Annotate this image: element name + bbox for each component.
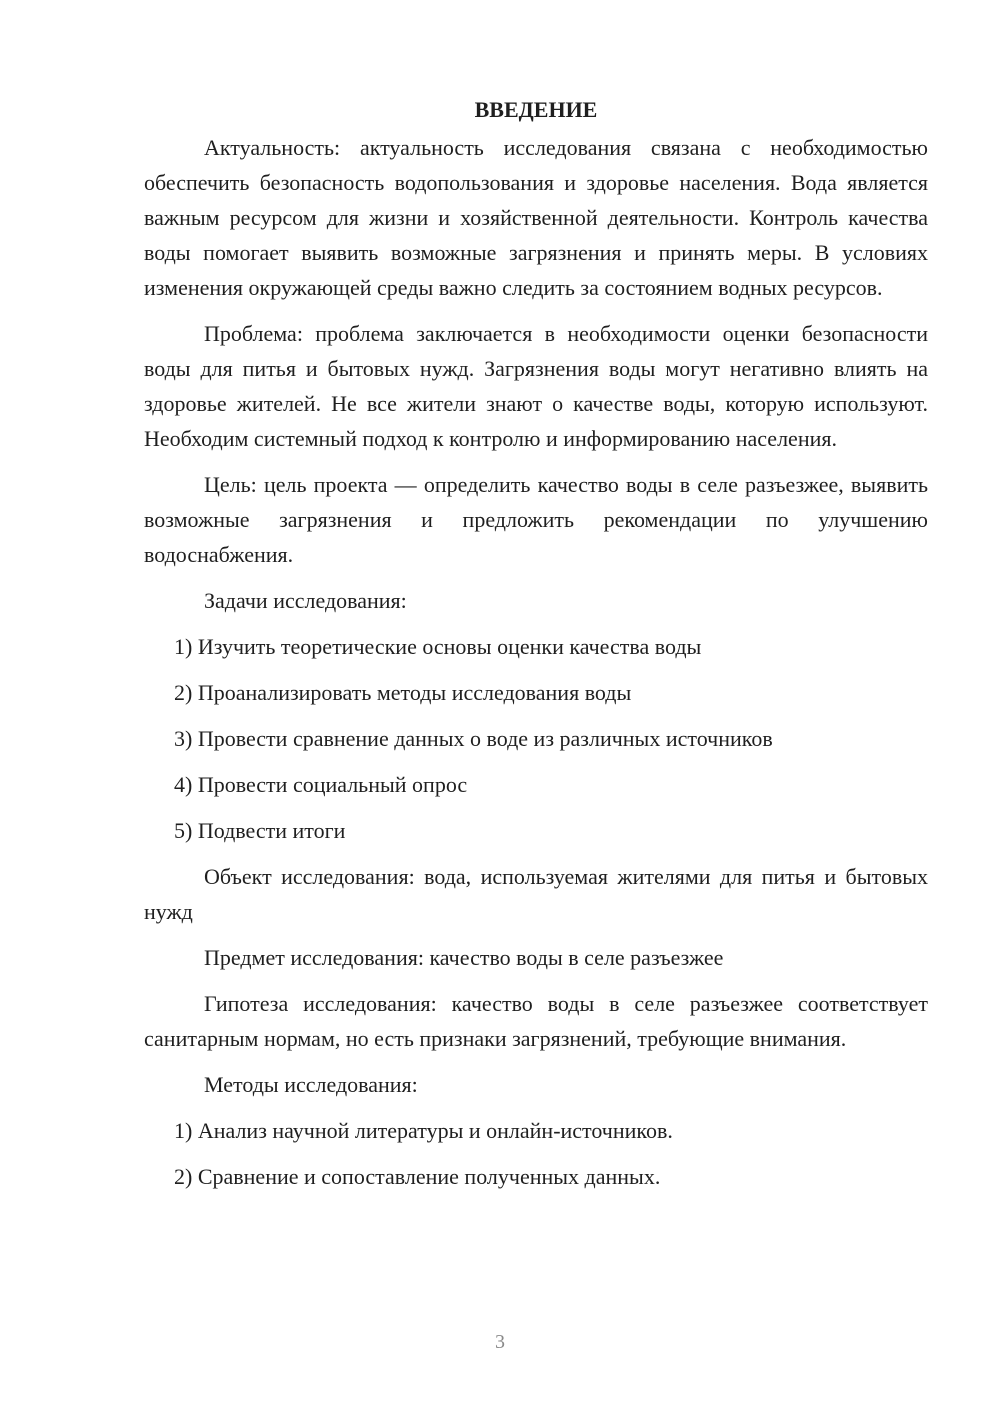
tasks-label: Задачи исследования:: [204, 588, 407, 613]
task-item: 4) Провести социальный опрос: [174, 772, 468, 797]
goal-paragraph: Цель: цель проекта — определить качество воды в селе разъезжее, выявить возможные загрязнения и предложить рекомендации по улучшению водоснабжения.: [144, 472, 928, 567]
page-title: ВВЕДЕНИЕ: [474, 97, 598, 122]
document-page: [144, 92, 928, 1205]
methods-label: Методы исследования:: [204, 1072, 418, 1097]
problem-paragraph: Проблема: проблема заключается в необходимости оценки безопасности воды для питья и бытовых нужд. Загрязнения воды могут негативно влиять на здоровье жителей. Не все жители знают о качестве воды, которую используют. Необходим системный подход к контролю и информированию населения.: [144, 321, 928, 451]
object-paragraph: Объект исследования: вода, используемая жителями для питья и бытовых нужд: [144, 864, 928, 924]
relevance-paragraph: Актуальность: актуальность исследования связана с необходимостью обеспечить безопасность водопользования и здоровье населения. Вода является важным ресурсом для жизни и хозяйственной деятельности. Контроль качества воды помогает выявить возможные загрязнения и принять меры. В условиях изменения окружающей среды важно следить за состоянием водных ресурсов.: [144, 135, 928, 300]
tasks-list: [144, 629, 928, 848]
task-item: 1) Изучить теоретические основы оценки качества воды: [174, 634, 702, 659]
methods-list: [144, 1113, 928, 1194]
page-number: 3: [495, 1331, 505, 1353]
hypothesis-paragraph: Гипотеза исследования: качество воды в селе разъезжее соответствует санитарным нормам, но есть признаки загрязнений, требующие внимания.: [144, 991, 928, 1051]
task-item: 5) Подвести итоги: [174, 818, 346, 843]
task-item: 3) Провести сравнение данных о воде из различных источников: [174, 726, 773, 751]
method-item: 2) Сравнение и сопоставление полученных данных.: [174, 1164, 661, 1189]
task-item: 2) Проанализировать методы исследования воды: [174, 680, 632, 705]
subject-paragraph: Предмет исследования: качество воды в селе разъезжее: [204, 945, 724, 970]
method-item: 1) Анализ научной литературы и онлайн-источников.: [174, 1118, 673, 1143]
